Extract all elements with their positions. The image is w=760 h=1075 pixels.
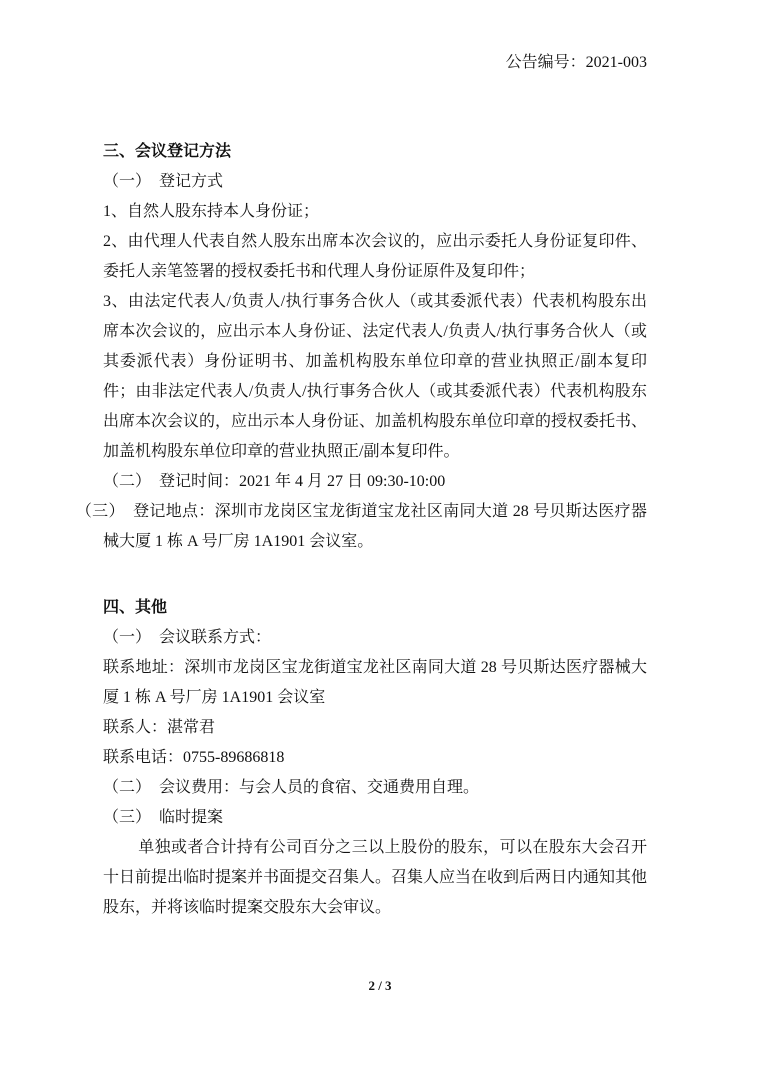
contact-phone: 联系电话：0755-89686818 [103,749,285,766]
registration-time: （二） 登记时间：2021 年 4 月 27 日 09:30-10:00 [103,473,446,490]
provisional-proposal-text: 单独或者合计持有公司百分之三以上股份的股东，可以在股东大会召开十日前提出临时提案并书面提交召集人。召集人应当在收到后两日内通知其他股东，并将该临时提案交股东大会审议。 [103,839,648,916]
contact-address: 联系地址：深圳市龙岗区宝龙街道宝龙社区南同大道 28 号贝斯达医疗器械大厦 1 栋 A 号厂房 1A1901 会议室 [103,659,647,706]
contact-method-label: （一） 会议联系方式： [103,629,272,646]
provisional-proposal-label: （三） 临时提案 [103,809,224,826]
meeting-fee: （二） 会议费用：与会人员的食宿、交通费用自理。 [103,779,480,796]
page-number: 2 / 3 [368,978,392,993]
section-registration-heading: 三、会议登记方法 [103,143,232,160]
registration-method-label: （一） 登记方式 [103,173,224,190]
registration-method-item-1: 1、自然人股东持本人身份证； [103,203,320,220]
registration-place: （三） 登记地点：深圳市龙岗区宝龙街道宝龙社区南同大道 28 号贝斯达医疗器械大厦 1 栋 A 号厂房 1A1901 会议室。 [75,503,647,550]
section-other-heading: 四、其他 [103,599,168,616]
registration-method-item-3: 3、由法定代表人/负责人/执行事务合伙人（或其委派代表）代表机构股东出席本次会议的，应出示本人身份证、法定代表人/负责人/执行事务合伙人（或其委派代表）身份证明书、加盖机构股东单位印章的营业执照正/副本复印件；由非法定代表人/负责人/执行事务合伙人（或其委派代表）代表机构股东出席本次会议的，应出示本人身份证、加盖机构股东单位印章的授权委托书、加盖机构股东单位印章的营业执照正/副本复印件。 [103,293,648,460]
registration-method-item-2: 2、由代理人代表自然人股东出席本次会议的，应出示委托人身份证复印件、委托人亲笔签署的授权委托书和代理人身份证原件及复印件； [103,233,647,280]
contact-person: 联系人：湛常君 [103,719,216,736]
announcement-number: 公告编号：2021-003 [505,54,647,71]
